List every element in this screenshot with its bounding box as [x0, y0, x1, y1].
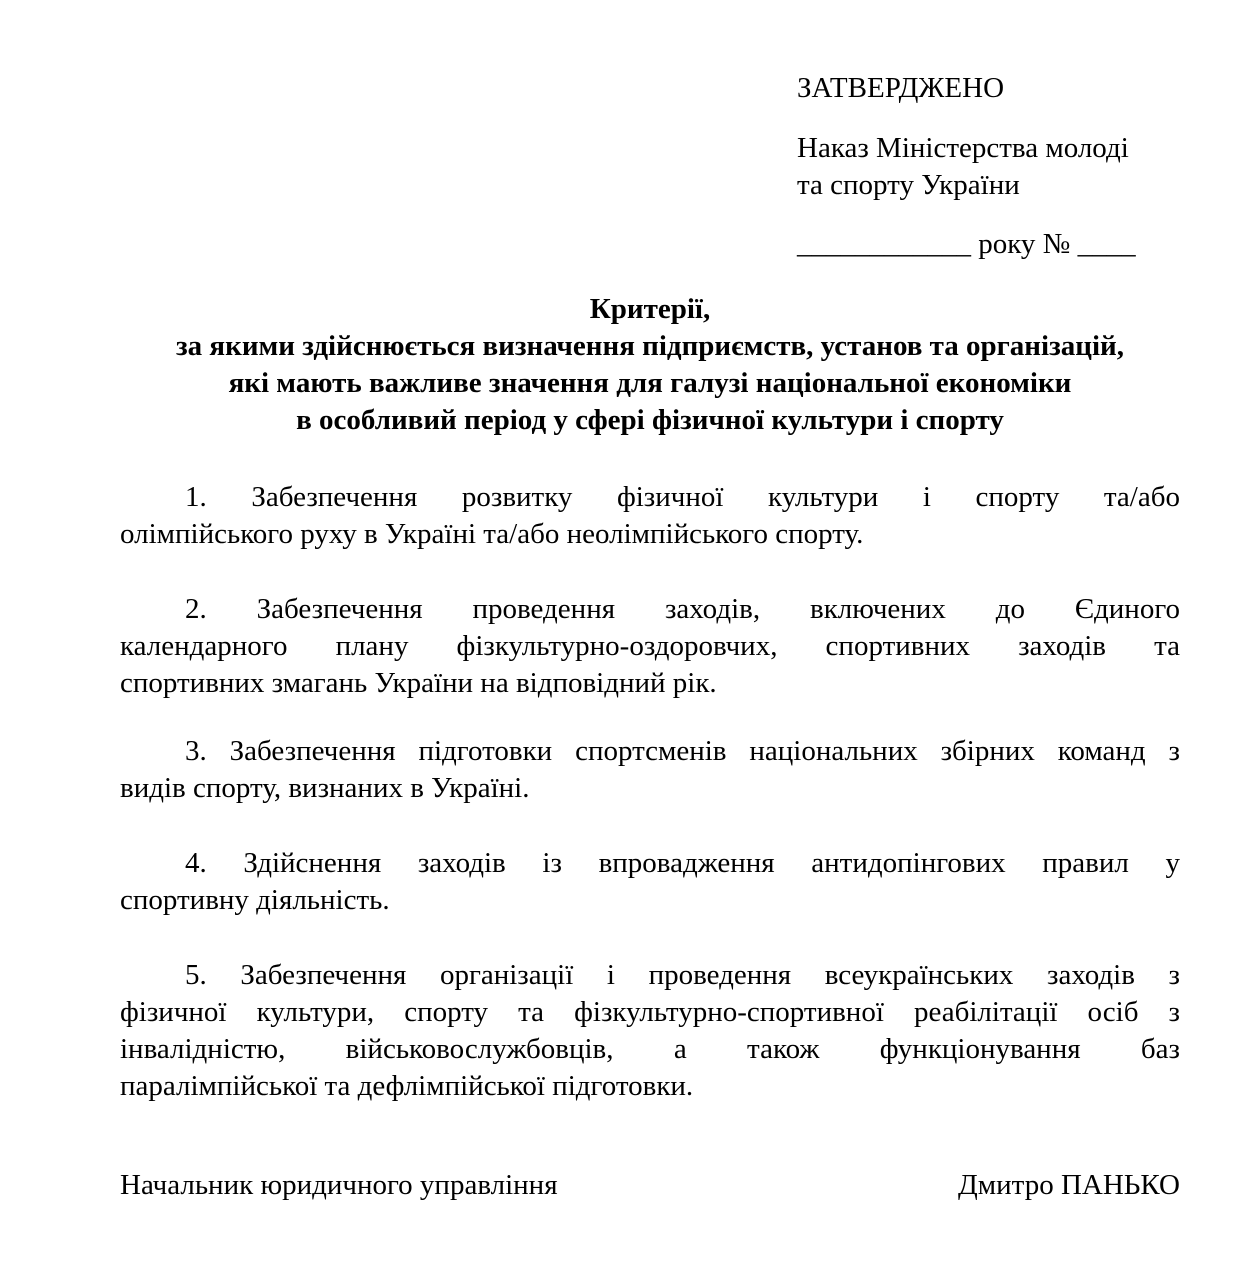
- paragraph-3-line-1: 3. Забезпечення підготовки спортсменів національних збірних команд з: [185, 735, 1180, 767]
- paragraph-4: [120, 845, 1180, 919]
- paragraph-4-line-1: 4. Здійснення заходів із впровадження антидопінгових правил у: [185, 847, 1180, 879]
- signatory-position: Начальник юридичного управління: [120, 1169, 558, 1201]
- approval-order-line-1: Наказ Міністерства молоді: [797, 132, 1129, 164]
- document-title-line-2: за якими здійснюється визначення підприємств, установ та організацій,: [176, 330, 1124, 362]
- document-title-line-1: Критерії,: [589, 293, 711, 325]
- paragraph-2-line-2: календарного плану фізкультурно-оздоровчих, спортивних заходів та: [120, 630, 1180, 662]
- paragraph-5-line-4: паралімпійської та дефлімпійської підготовки.: [120, 1070, 694, 1102]
- paragraph-5-line-1: 5. Забезпечення організації і проведення всеукраїнських заходів з: [185, 959, 1180, 991]
- paragraph-2-line-3: спортивних змагань України на відповідний рік.: [120, 667, 717, 699]
- approval-date-number-line: ____________ року № ____: [797, 228, 1136, 260]
- paragraph-1-line-2: олімпійського руху в Україні та/або неолімпійського спорту.: [120, 518, 864, 550]
- signature-row: [120, 1167, 1180, 1204]
- paragraph-5-line-3: інвалідністю, військовослужбовців, а також функціонування баз: [120, 1033, 1180, 1065]
- approval-stamp: ЗАТВЕРДЖЕНО: [797, 72, 1005, 104]
- document-title-line-4: в особливий період у сфері фізичної культури і спорту: [296, 404, 1004, 436]
- paragraph-5: [120, 957, 1180, 1105]
- paragraph-4-line-2: спортивну діяльність.: [120, 884, 390, 916]
- document-body: [120, 479, 1180, 1105]
- document-title-line-3: які мають важливе значення для галузі національної економіки: [228, 367, 1072, 399]
- paragraph-5-line-2: фізичної культури, спорту та фізкультурно-спортивної реабілітації осіб з: [120, 996, 1180, 1028]
- approval-order-line-2: та спорту України: [797, 169, 1020, 201]
- paragraph-3-line-2: видів спорту, визнаних в Україні.: [120, 772, 530, 804]
- document-title: [120, 291, 1180, 439]
- approval-block: [797, 70, 1180, 263]
- paragraph-3: [120, 733, 1180, 807]
- signatory-name: Дмитро ПАНЬКО: [958, 1169, 1180, 1201]
- paragraph-1: [120, 479, 1180, 553]
- paragraph-1-line-1: 1. Забезпечення розвитку фізичної культури і спорту та/або: [185, 481, 1180, 513]
- paragraph-2: [120, 591, 1180, 702]
- paragraph-2-line-1: 2. Забезпечення проведення заходів, включених до Єдиного: [185, 593, 1180, 625]
